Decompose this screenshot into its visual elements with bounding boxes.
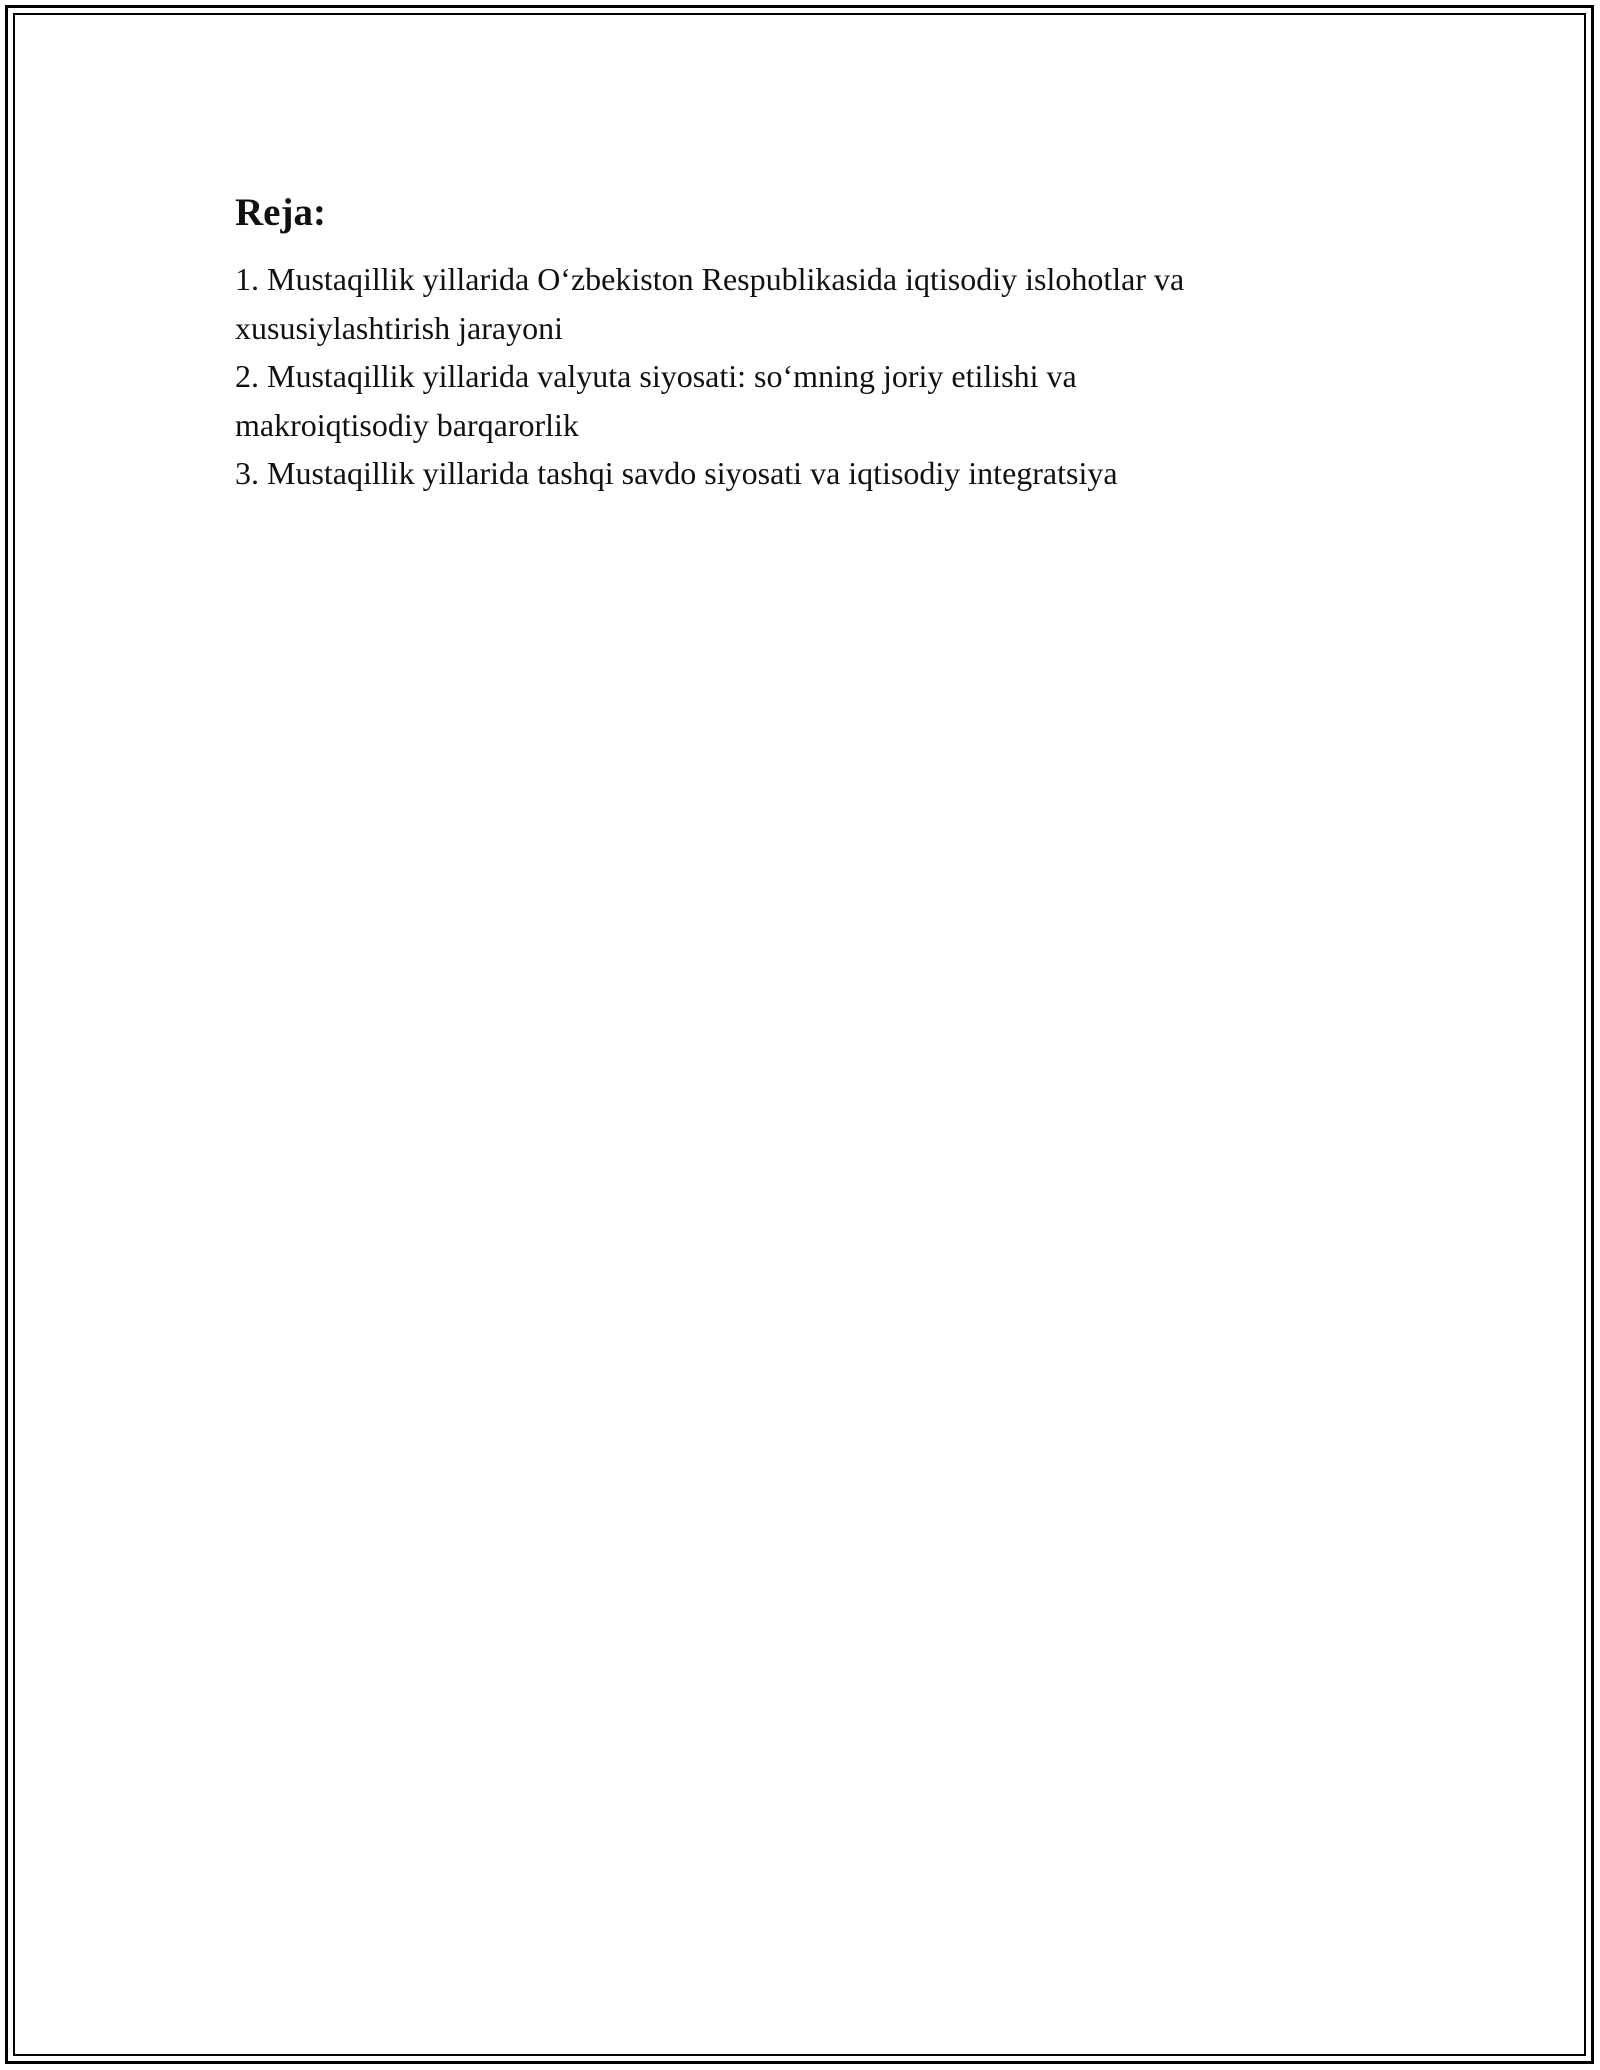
plan-item-2-line-1: 2. Mustaqillik yillarida valyuta siyosati: so‘mning joriy etilishi va — [235, 358, 1077, 394]
plan-item-2 — [235, 352, 1395, 449]
plan-item-2-line-2: makroiqtisodiy barqarorlik — [235, 406, 579, 443]
plan-item-3 — [235, 449, 1395, 498]
plan-item-3-line-1: 3. Mustaqillik yillarida tashqi savdo siyosati va iqtisodiy integratsiya — [235, 455, 1118, 491]
plan-item-1-line-2: xususiylashtirish jarayoni — [235, 309, 563, 346]
page-content — [235, 183, 1395, 498]
plan-item-1 — [235, 255, 1395, 352]
plan-item-1-line-1: 1. Mustaqillik yillarida O‘zbekiston Respublikasida iqtisodiy islohotlar va — [235, 261, 1185, 297]
plan-heading: Reja: — [235, 191, 326, 234]
plan-list — [235, 255, 1395, 498]
